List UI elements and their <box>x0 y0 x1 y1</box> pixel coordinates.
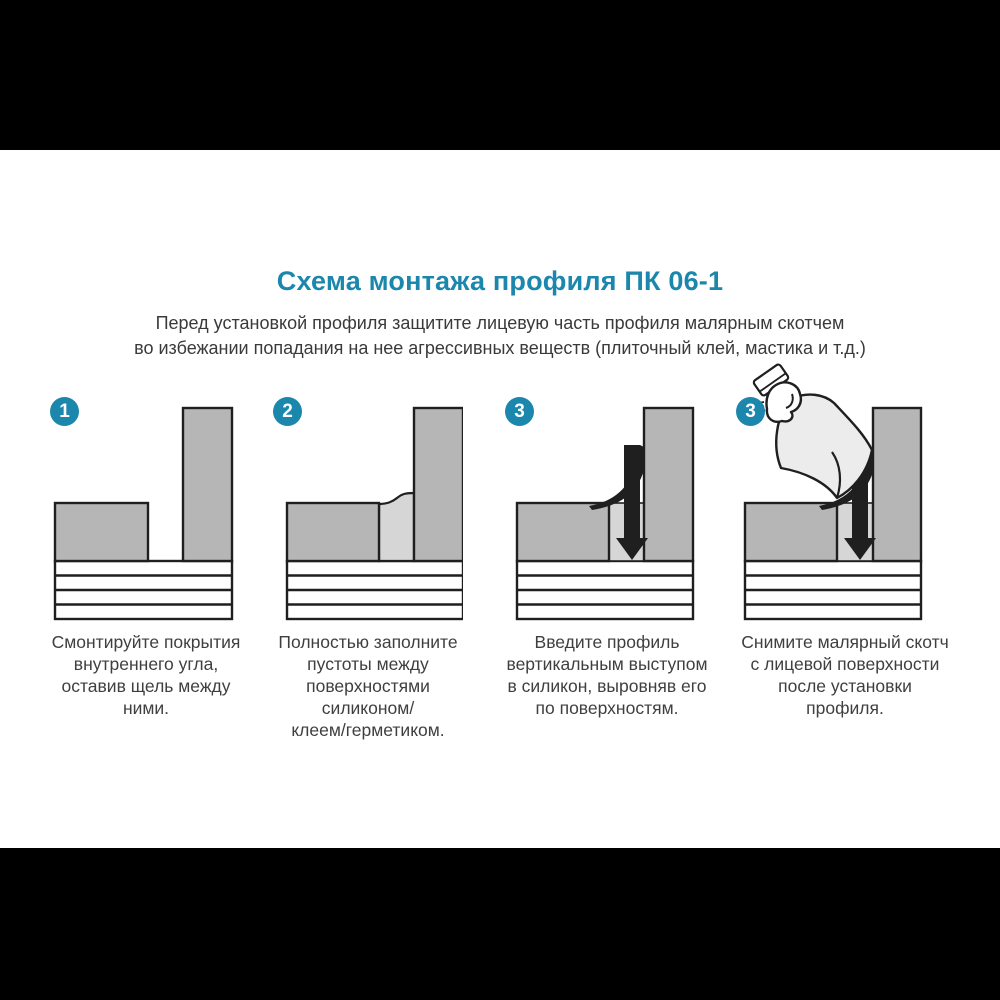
step-3-panel <box>495 390 695 622</box>
floor-tile <box>517 503 609 561</box>
caption-line: ними. <box>122 698 170 718</box>
floor-tile <box>55 503 148 561</box>
caption-line: Смонтируйте покрытия <box>51 632 241 652</box>
diagram-canvas <box>0 150 1000 848</box>
caption-line: клеем/герметиком. <box>291 720 445 740</box>
caption-line: вертикальным выступом <box>506 654 708 674</box>
step-2-panel <box>263 390 463 622</box>
silicone-filler <box>379 493 414 561</box>
caption-line: пустоты между <box>307 654 429 674</box>
step-2-badge: 2 <box>273 397 302 426</box>
caption-line: Полностью заполните <box>278 632 458 652</box>
step-3-badge: 3 <box>505 397 534 426</box>
subtitle-line-2: во избежании попадания на нее агрессивных веществ (плиточный клей, мастика и т.д.) <box>134 338 866 358</box>
step-2-caption <box>256 631 480 741</box>
floor-tile <box>745 503 837 561</box>
subtitle-line-1: Перед установкой профиля защитите лицевую часть профиля малярным скотчем <box>155 313 845 333</box>
step-3-caption <box>485 631 729 719</box>
caption-line: Снимите малярный скотч <box>741 632 949 652</box>
step-1-panel <box>40 390 240 622</box>
step-1-caption <box>36 631 256 719</box>
caption-line: внутреннего угла, <box>73 654 219 674</box>
caption-line: в силикон, выровняв его <box>507 676 707 696</box>
page-title: Схема монтажа профиля ПК 06-1 <box>276 266 724 296</box>
caption-line: по поверхностям. <box>535 698 679 718</box>
caption-line: поверхностями <box>306 676 430 696</box>
caption-line: Введите профиль <box>534 632 680 652</box>
step-4-badge: 3 <box>736 397 765 426</box>
step-4-panel <box>726 390 926 622</box>
wall-tile <box>644 408 693 561</box>
wall-tile <box>183 408 232 561</box>
subtitle <box>0 311 1000 361</box>
caption-line: оставив щель между <box>61 676 231 696</box>
caption-line: после установки <box>778 676 912 696</box>
caption-line: профиля. <box>806 698 884 718</box>
step-1-badge: 1 <box>50 397 79 426</box>
floor-tile <box>287 503 379 561</box>
wall-tile <box>873 408 921 561</box>
arrow-shaft <box>624 445 640 540</box>
caption-line: с лицевой поверхности <box>750 654 940 674</box>
step-4-caption <box>723 631 967 719</box>
caption-line: силиконом/ <box>321 698 415 718</box>
wall-tile <box>414 408 463 561</box>
